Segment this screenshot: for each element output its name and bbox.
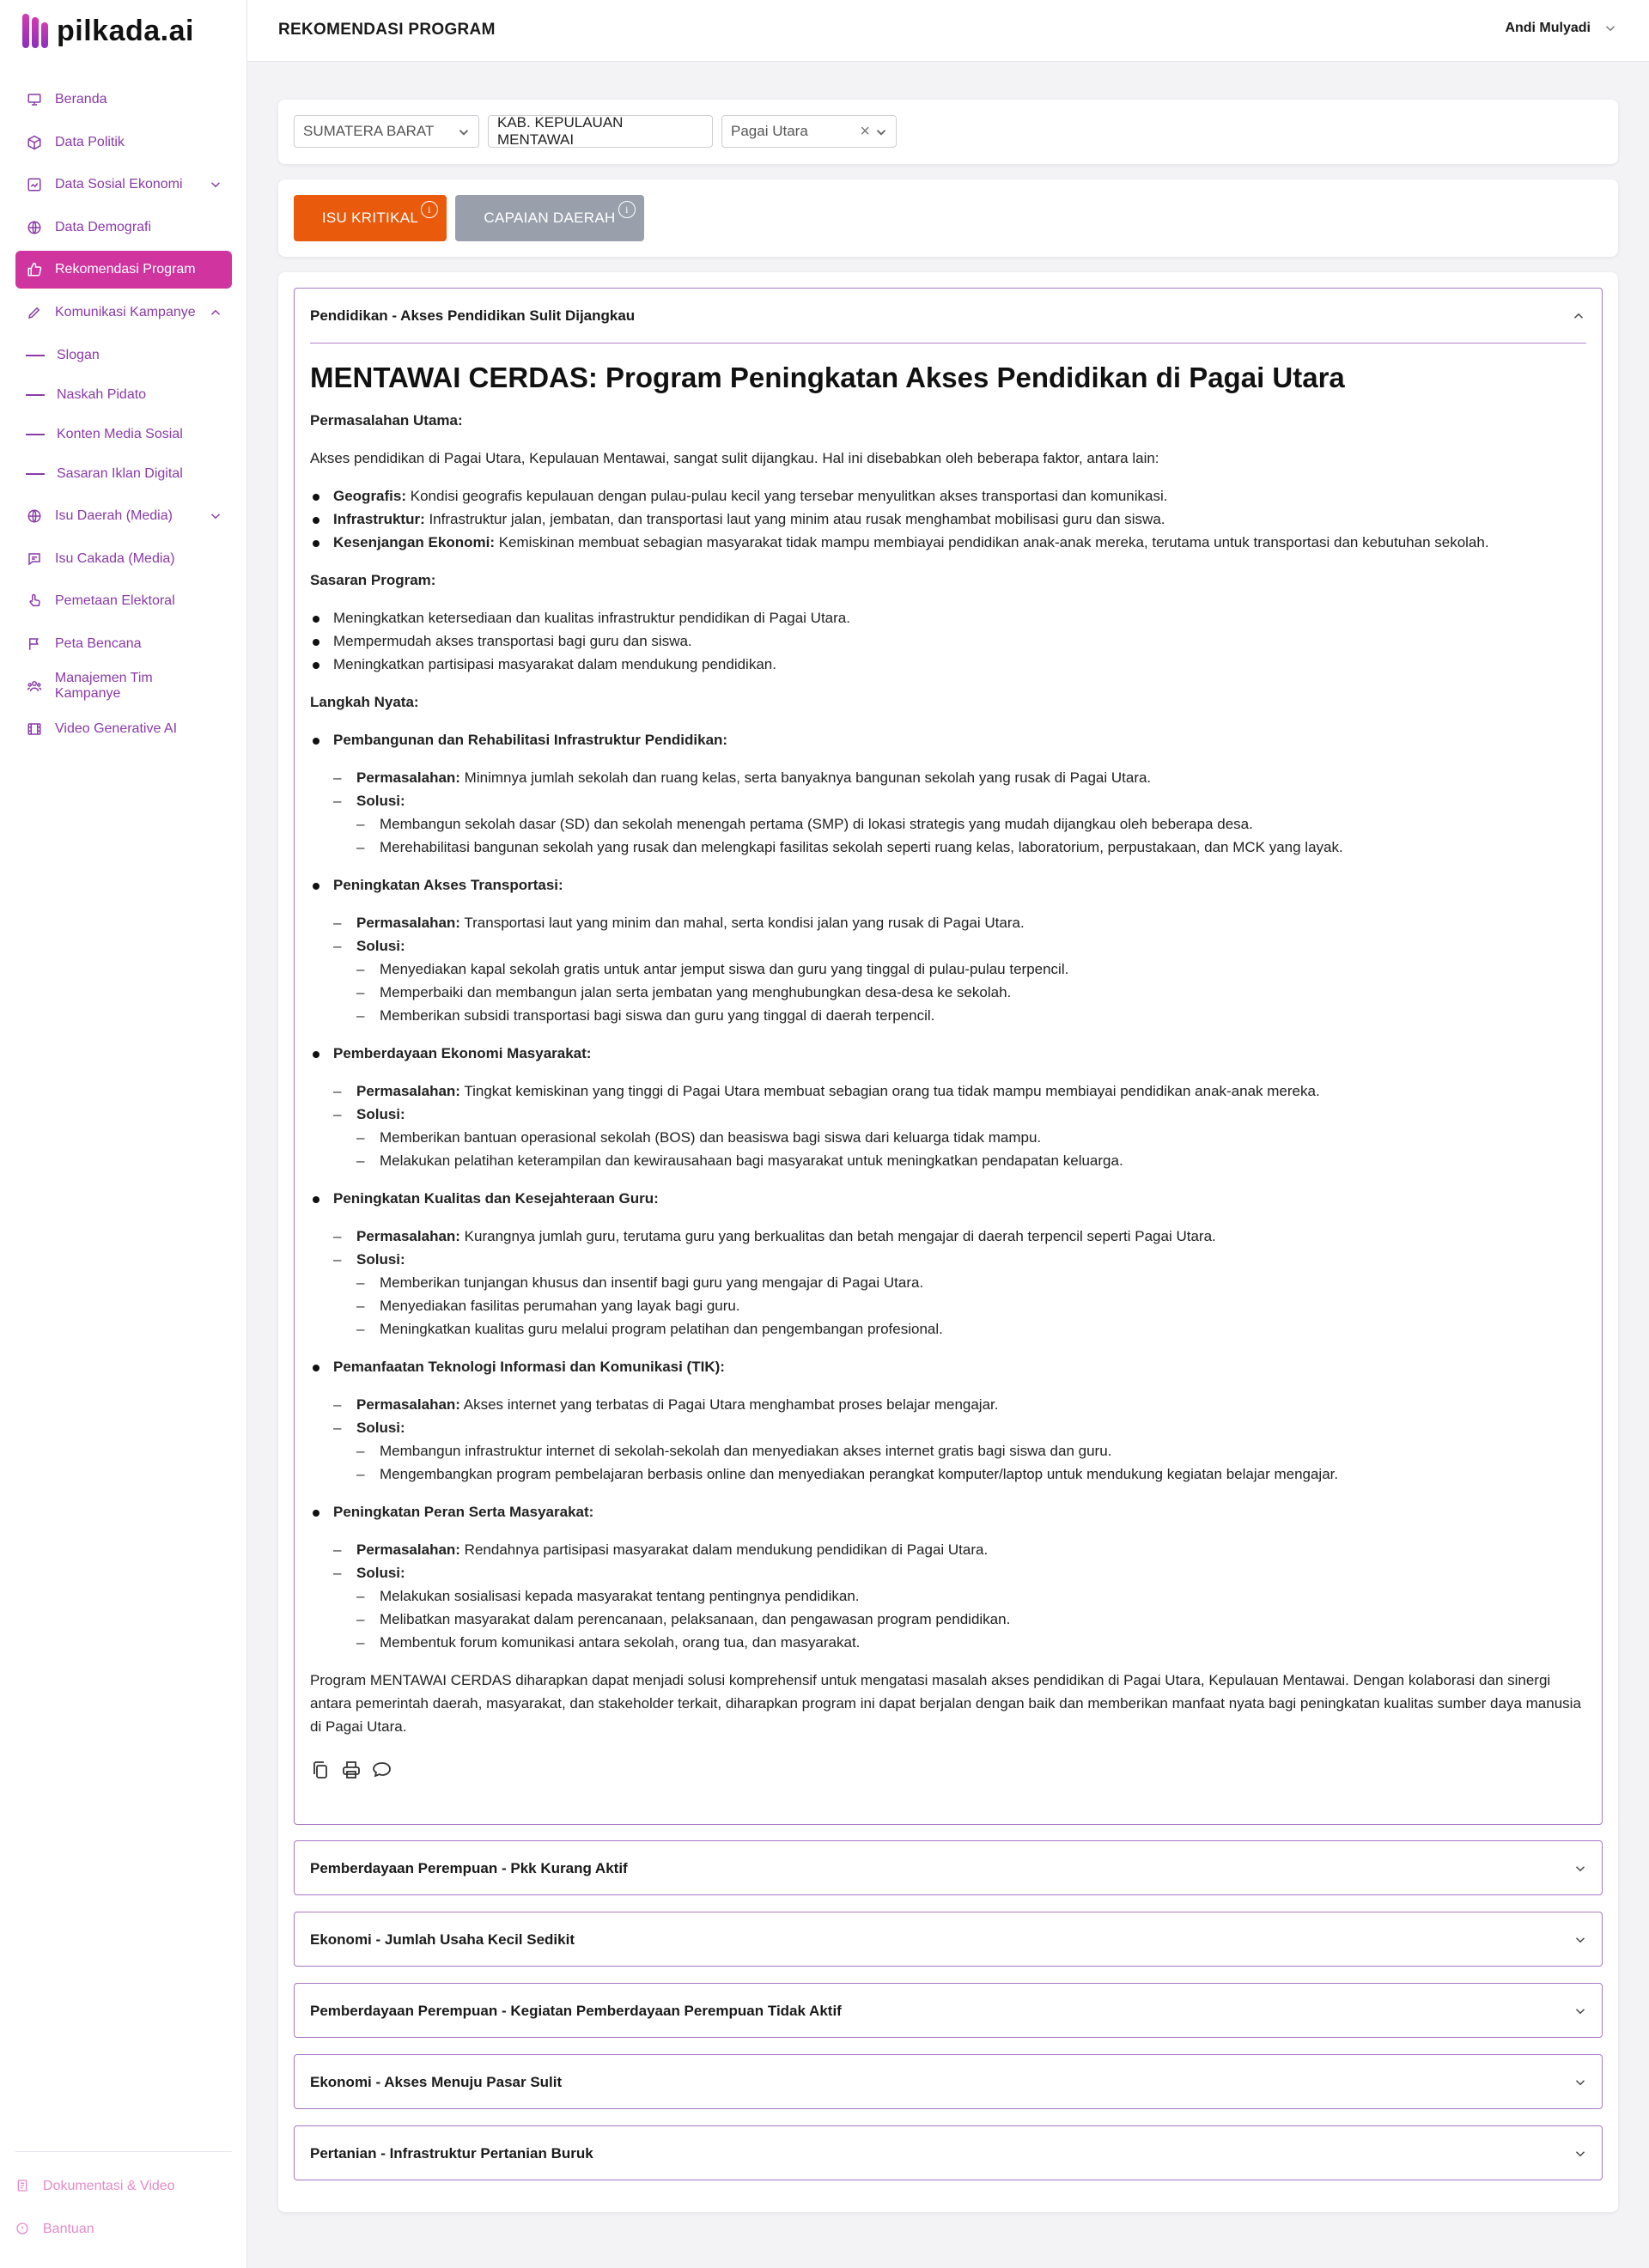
accordion-item[interactable]	[294, 1912, 1603, 1967]
globe-icon	[26, 508, 43, 525]
step-title: Peningkatan Akses Transportasi:	[333, 877, 563, 893]
sidebar-subitem-sasaran-iklan-digital[interactable]	[15, 454, 232, 494]
recommendation-list	[278, 272, 1618, 2212]
solution-item: – Menyediakan kapal sekolah gratis untuk antar jemput siswa dan guru yang tinggal di pulau-pulau terpencil.	[356, 958, 1586, 981]
copy-icon[interactable]	[310, 1760, 331, 1780]
accordion-item[interactable]	[294, 1840, 1603, 1895]
dash-icon	[26, 355, 45, 356]
district-select[interactable]	[721, 115, 897, 148]
province-select[interactable]	[294, 115, 479, 148]
sidebar-nav	[15, 81, 232, 752]
solution-item: – Memperbaiki dan membangun jalan serta jembatan yang menghubungkan desa-desa ke sekolah.	[356, 981, 1586, 1004]
solution-item: – Menyediakan fasilitas perumahan yang layak bagi guru.	[356, 1294, 1586, 1317]
accordion-item[interactable]	[294, 2125, 1603, 2180]
accordion-header[interactable]	[295, 2126, 1602, 2181]
sidebar-item-label: Pemetaan Elektoral	[55, 593, 175, 608]
sidebar-footer-label: Bantuan	[43, 2222, 94, 2236]
list-item: Infrastruktur: Infrastruktur jalan, jembatan, dan transportasi laut yang minim atau rusak menghambat mobilisasi guru dan siswa.	[310, 508, 1586, 531]
solution-item: – Memberikan tunjangan khusus dan insentif bagi guru yang mengajar di Pagai Utara.	[356, 1271, 1586, 1294]
accordion-item[interactable]	[294, 2054, 1603, 2109]
solution-item: – Merehabilitasi bangunan sekolah yang rusak dan melengkapi fasilitas sekolah seperti ruang kelas, laboratorium, perpustakaan, dan MCK yang layak.	[356, 836, 1586, 859]
flag-icon	[26, 635, 43, 653]
solution-item: – Membentuk forum komunikasi antara sekolah, orang tua, dan masyarakat.	[356, 1631, 1586, 1654]
thumbs-up-icon	[26, 261, 43, 278]
sidebar-item-label: Isu Daerah (Media)	[55, 508, 173, 523]
print-icon[interactable]	[341, 1760, 362, 1780]
sidebar-item-label: Video Generative AI	[55, 721, 178, 736]
regency-select[interactable]	[488, 115, 713, 148]
sidebar-item-isu-daerah[interactable]	[15, 497, 232, 535]
info-icon[interactable]: i	[421, 201, 438, 218]
accordion-open	[294, 288, 1603, 1825]
step-item	[310, 1500, 1586, 1654]
chevron-down-icon[interactable]	[208, 177, 223, 192]
tab-bar	[278, 179, 1618, 257]
solution-item: – Meningkatkan kualitas guru melalui program pelatihan dan pengembangan profesional.	[356, 1317, 1586, 1341]
sidebar-item-label: Manajemen Tim Kampanye	[54, 671, 153, 701]
sidebar-subitem-slogan[interactable]	[15, 336, 232, 375]
list-item: Meningkatkan partisipasi masyarakat dalam mendukung pendidikan.	[310, 653, 1586, 676]
chevron-down-icon[interactable]	[1573, 1861, 1588, 1876]
accordion-title: Pemberdayaan Perempuan - Pkk Kurang Aktif	[310, 1860, 628, 1876]
section-label: Permasalahan Utama:	[310, 412, 463, 429]
step-problem: – Permasalahan: Akses internet yang terbatas di Pagai Utara menghambat proses belajar mengajar.	[333, 1393, 1586, 1416]
filter-bar	[278, 100, 1618, 164]
sidebar-item-beranda[interactable]	[15, 81, 232, 119]
info-icon[interactable]: i	[618, 201, 636, 218]
step-solution: – Solusi: – Membangun infrastruktur internet di sekolah-sekolah dan menyediakan akses internet gratis bagi siswa dan guru. – Mengembangkan program pembelajaran berbasis online dan menyediakan perangkat komputer/laptop untuk mendukung kegiatan belajar mengajar.	[333, 1416, 1586, 1486]
steps-list	[310, 728, 1586, 1654]
sidebar-item-label: Data Sosial Ekonomi	[55, 177, 183, 192]
accordion-header[interactable]	[295, 1912, 1602, 1967]
help-icon	[15, 2222, 31, 2237]
list-item: Geografis: Kondisi geografis kepulauan dengan pulau-pulau kecil yang tersebar menyulitkan akses transportasi dan komunikasi.	[310, 484, 1586, 508]
tab-capaian-daerah[interactable]	[455, 195, 644, 241]
team-icon	[26, 678, 43, 695]
step-item	[310, 728, 1586, 859]
sidebar-item-label: Data Demografi	[55, 219, 152, 234]
section-label: Langkah Nyata:	[310, 694, 419, 710]
step-solution: – Solusi: – Membangun sekolah dasar (SD) dan sekolah menengah pertama (SMP) di lokasi strategis yang mudah dijangkau oleh beberapa desa. – Merehabilitasi bangunan sekolah yang rusak dan melengkapi fasilitas sekolah seperti ruang kelas, laboratorium, perpustakaan, dan MCK yang layak.	[333, 789, 1586, 859]
sidebar-item-label: Data Politik	[55, 134, 125, 149]
step-problem: – Permasalahan: Kurangnya jumlah guru, terutama guru yang berkualitas dan betah mengajar di daerah terpencil seperti Pagai Utara.	[333, 1225, 1586, 1248]
globe-icon	[26, 219, 43, 236]
sidebar	[0, 0, 247, 2268]
sidebar-footer-bantuan[interactable]	[15, 2222, 232, 2237]
province-value: SUMATERA BARAT	[303, 123, 435, 139]
solution-item: – Memberikan bantuan operasional sekolah (BOS) dan beasiswa bagi siswa dari keluarga tidak mampu.	[356, 1126, 1586, 1149]
step-problem: – Permasalahan: Minimnya jumlah sekolah dan ruang kelas, serta banyaknya bangunan sekolah yang rusak di Pagai Utara.	[333, 766, 1586, 789]
dash-icon	[26, 434, 45, 435]
step-item	[310, 1187, 1586, 1341]
sidebar-subitem-naskah-pidato[interactable]	[15, 375, 232, 415]
chevron-down-icon[interactable]	[1573, 2146, 1588, 2162]
accordion-title: Pertanian - Infrastruktur Pertanian Buruk	[310, 2145, 593, 2162]
sidebar-item-pemetaan-elektoral[interactable]	[15, 582, 232, 620]
comment-icon[interactable]	[372, 1760, 392, 1780]
sidebar-item-video-generative[interactable]	[15, 710, 232, 748]
sidebar-item-data-politik[interactable]	[15, 124, 232, 161]
message-icon	[26, 550, 43, 568]
article-actions	[295, 1753, 1602, 1780]
solution-item: – Melakukan sosialisasi kepada masyarakat tentang pentingnya pendidikan.	[356, 1584, 1586, 1608]
list-item: Kesenjangan Ekonomi: Kemiskinan membuat sebagian masyarakat tidak mampu membiayai pendidikan anak-anak mereka, terutama untuk transportasi dan kebutuhan sekolah.	[310, 531, 1586, 554]
film-icon	[26, 721, 43, 738]
sidebar-item-rekomendasi-program[interactable]	[15, 251, 232, 289]
step-item	[310, 873, 1586, 1027]
chevron-down-icon[interactable]	[1573, 2075, 1588, 2090]
paragraph: Akses pendidikan di Pagai Utara, Kepulauan Mentawai, sangat sulit dijangkau. Hal ini disebabkan oleh beberapa faktor, antara lain:	[310, 450, 1159, 466]
chevron-down-icon	[873, 125, 889, 140]
chevron-down-icon	[456, 125, 472, 140]
step-title: Pemanfaatan Teknologi Informasi dan Komunikasi (TIK):	[333, 1359, 725, 1375]
sidebar-item-label: Rekomendasi Program	[55, 262, 196, 277]
step-problem: – Permasalahan: Rendahnya partisipasi masyarakat dalam mendukung pendidikan di Pagai Utara.	[333, 1538, 1586, 1561]
top-bar	[247, 0, 1649, 62]
tab-isu-kritikal[interactable]	[294, 195, 447, 241]
accordion-header[interactable]	[295, 1984, 1602, 2039]
sidebar-item-label: Peta Bencana	[55, 635, 142, 651]
step-solution: – Solusi: – Melakukan sosialisasi kepada masyarakat tentang pentingnya pendidikan. – Melibatkan masyarakat dalam perencanaan, pelaksanaan, dan pengawasan program pendidikan. – Membentuk forum komunikasi antara sekolah, orang tua, dan masyarakat.	[333, 1561, 1586, 1654]
sidebar-subitem-label: Slogan	[57, 348, 100, 362]
sidebar-item-komunikasi-kampanye[interactable]	[15, 294, 232, 331]
accordion-title: Ekonomi - Jumlah Usaha Kecil Sedikit	[310, 1931, 575, 1948]
chevron-up-icon[interactable]	[1571, 308, 1586, 324]
logo-text: pilkada.ai	[57, 14, 194, 47]
dash-icon	[26, 473, 45, 475]
step-title: Pemberdayaan Ekonomi Masyarakat:	[333, 1045, 592, 1061]
sidebar-footer-dokumentasi[interactable]	[15, 2179, 232, 2194]
box-icon	[26, 134, 43, 151]
sidebar-item-label: Beranda	[55, 92, 107, 106]
user-name: Andi Mulyadi	[1505, 21, 1591, 35]
solution-item: – Mengembangkan program pembelajaran berbasis online dan menyediakan perangkat komputer/laptop untuk mendukung kegiatan belajar mengajar.	[356, 1462, 1586, 1486]
regency-value: KAB. KEPULAUAN MENTAWAI	[497, 114, 624, 148]
accordion-title: Pemberdayaan Perempuan - Kegiatan Pemberdayaan Perempuan Tidak Aktif	[310, 2003, 842, 2019]
target-list	[310, 606, 1586, 676]
sidebar-item-manajemen-tim[interactable]	[15, 667, 232, 705]
chevron-down-icon	[1603, 21, 1618, 36]
step-title: Peningkatan Kualitas dan Kesejahteraan Guru:	[333, 1190, 659, 1207]
accordion-title: Ekonomi - Akses Menuju Pasar Sulit	[310, 2074, 563, 2090]
chevron-up-icon[interactable]	[208, 305, 223, 320]
step-problem: – Permasalahan: Tingkat kemiskinan yang tinggi di Pagai Utara membuat sebagian orang tua tidak mampu membiayai pendidikan anak-anak mereka.	[333, 1079, 1586, 1103]
solution-item: – Memberikan subsidi transportasi bagi siswa dan guru yang tinggal di daerah terpencil.	[356, 1004, 1586, 1027]
sidebar-item-isu-cakada[interactable]	[15, 540, 232, 578]
chevron-down-icon[interactable]	[208, 508, 223, 524]
chart-icon	[26, 176, 43, 193]
step-solution: – Solusi: – Menyediakan kapal sekolah gratis untuk antar jemput siswa dan guru yang tinggal di pulau-pulau terpencil. – Memperbaiki dan membangun jalan serta jembatan yang menghubungkan desa-desa ke sekolah. – Memberikan subsidi transportasi bagi siswa dan guru yang tinggal di daerah terpencil.	[333, 934, 1586, 1027]
solution-item: – Membangun infrastruktur internet di sekolah-sekolah dan menyediakan akses internet gratis bagi siswa dan guru.	[356, 1439, 1586, 1462]
district-value: Pagai Utara	[731, 123, 808, 139]
sidebar-item-data-demografi[interactable]	[15, 209, 232, 246]
logo-mark-icon	[22, 14, 48, 48]
tab-label: CAPAIAN DAERAH	[484, 210, 616, 226]
section-label: Sasaran Program:	[310, 572, 436, 588]
sidebar-subitem-label: Sasaran Iklan Digital	[57, 466, 183, 481]
sidebar-subitem-label: Naskah Pidato	[57, 387, 147, 402]
solution-item: – Melakukan pelatihan keterampilan dan kewirausahaan bagi masyarakat untuk meningkatkan pendapatan keluarga.	[356, 1149, 1586, 1172]
solution-item: – Membangun sekolah dasar (SD) dan sekolah menengah pertama (SMP) di lokasi strategis yang mudah dijangkau oleh beberapa desa.	[356, 812, 1586, 836]
article-title: MENTAWAI CERDAS: Program Peningkatan Akses Pendidikan di Pagai Utara	[310, 362, 1345, 393]
step-item	[310, 1355, 1586, 1486]
sidebar-item-label: Komunikasi Kampanye	[55, 304, 196, 319]
step-problem: – Permasalahan: Transportasi laut yang minim dan mahal, serta kondisi jalan yang rusak di Pagai Utara.	[333, 911, 1586, 934]
chevron-down-icon[interactable]	[1573, 2004, 1588, 2019]
step-solution: – Solusi: – Memberikan bantuan operasional sekolah (BOS) dan beasiswa bagi siswa dari keluarga tidak mampu. – Melakukan pelatihan keterampilan dan kewirausahaan bagi masyarakat untuk meningkatkan pendapatan keluarga.	[333, 1103, 1586, 1172]
accordion-item[interactable]	[294, 1983, 1603, 2038]
logo[interactable]	[22, 10, 194, 52]
user-menu[interactable]	[1505, 21, 1618, 36]
sidebar-item-data-sosial-ekonomi[interactable]	[15, 166, 232, 204]
article	[295, 344, 1602, 1738]
dash-icon	[26, 394, 45, 396]
sidebar-subitem-konten-media-sosial[interactable]	[15, 415, 232, 454]
sidebar-item-label: Isu Cakada (Media)	[55, 550, 175, 566]
accordion-header[interactable]	[310, 289, 1586, 344]
step-title: Peningkatan Peran Serta Masyarakat:	[333, 1504, 594, 1520]
sidebar-subitem-label: Konten Media Sosial	[57, 427, 183, 441]
sidebar-divider	[15, 2151, 232, 2152]
page-title: REKOMENDASI PROGRAM	[278, 21, 496, 39]
pen-icon	[26, 304, 43, 321]
step-solution: – Solusi: – Memberikan tunjangan khusus dan insentif bagi guru yang mengajar di Pagai Utara. – Menyediakan fasilitas perumahan yang layak bagi guru. – Meningkatkan kualitas guru melalui program pelatihan dan pengembangan profesional.	[333, 1248, 1586, 1341]
pointer-icon	[26, 593, 43, 610]
tab-label: ISU KRITIKAL	[321, 210, 419, 226]
solution-item: – Melibatkan masyarakat dalam perencanaan, pelaksanaan, dan pengawasan program pendidikan.	[356, 1608, 1586, 1631]
factor-list	[310, 484, 1586, 554]
closing-paragraph: Program MENTAWAI CERDAS diharapkan dapat menjadi solusi komprehensif untuk mengatasi masalah akses pendidikan di Pagai Utara, Kepulauan Mentawai. Dengan kolaborasi dan sinergi antara pemerintah daerah, masyarakat, dan stakeholder terkait, diharapkan program ini dapat berjalan dengan baik dan memberikan manfaat nyata bagi peningkatan kualitas sumber daya manusia di Pagai Utara.	[310, 1672, 1581, 1735]
step-item	[310, 1042, 1586, 1172]
chevron-down-icon[interactable]	[1573, 1932, 1588, 1948]
accordion-header[interactable]	[295, 1841, 1602, 1896]
clear-icon[interactable]: ×	[860, 122, 870, 141]
list-item: Mempermudah akses transportasi bagi guru dan siswa.	[310, 629, 1586, 653]
accordion-header[interactable]	[295, 2055, 1602, 2110]
sidebar-item-peta-bencana[interactable]	[15, 625, 232, 663]
accordion-title: Pendidikan - Akses Pendidikan Sulit Dijangkau	[310, 307, 636, 324]
step-title: Pembangunan dan Rehabilitasi Infrastruktur Pendidikan:	[333, 732, 728, 748]
document-icon	[15, 2179, 31, 2194]
monitor-icon	[26, 91, 43, 108]
list-item: Meningkatkan ketersediaan dan kualitas infrastruktur pendidikan di Pagai Utara.	[310, 606, 1586, 629]
sidebar-footer-label: Dokumentasi & Video	[43, 2179, 175, 2193]
